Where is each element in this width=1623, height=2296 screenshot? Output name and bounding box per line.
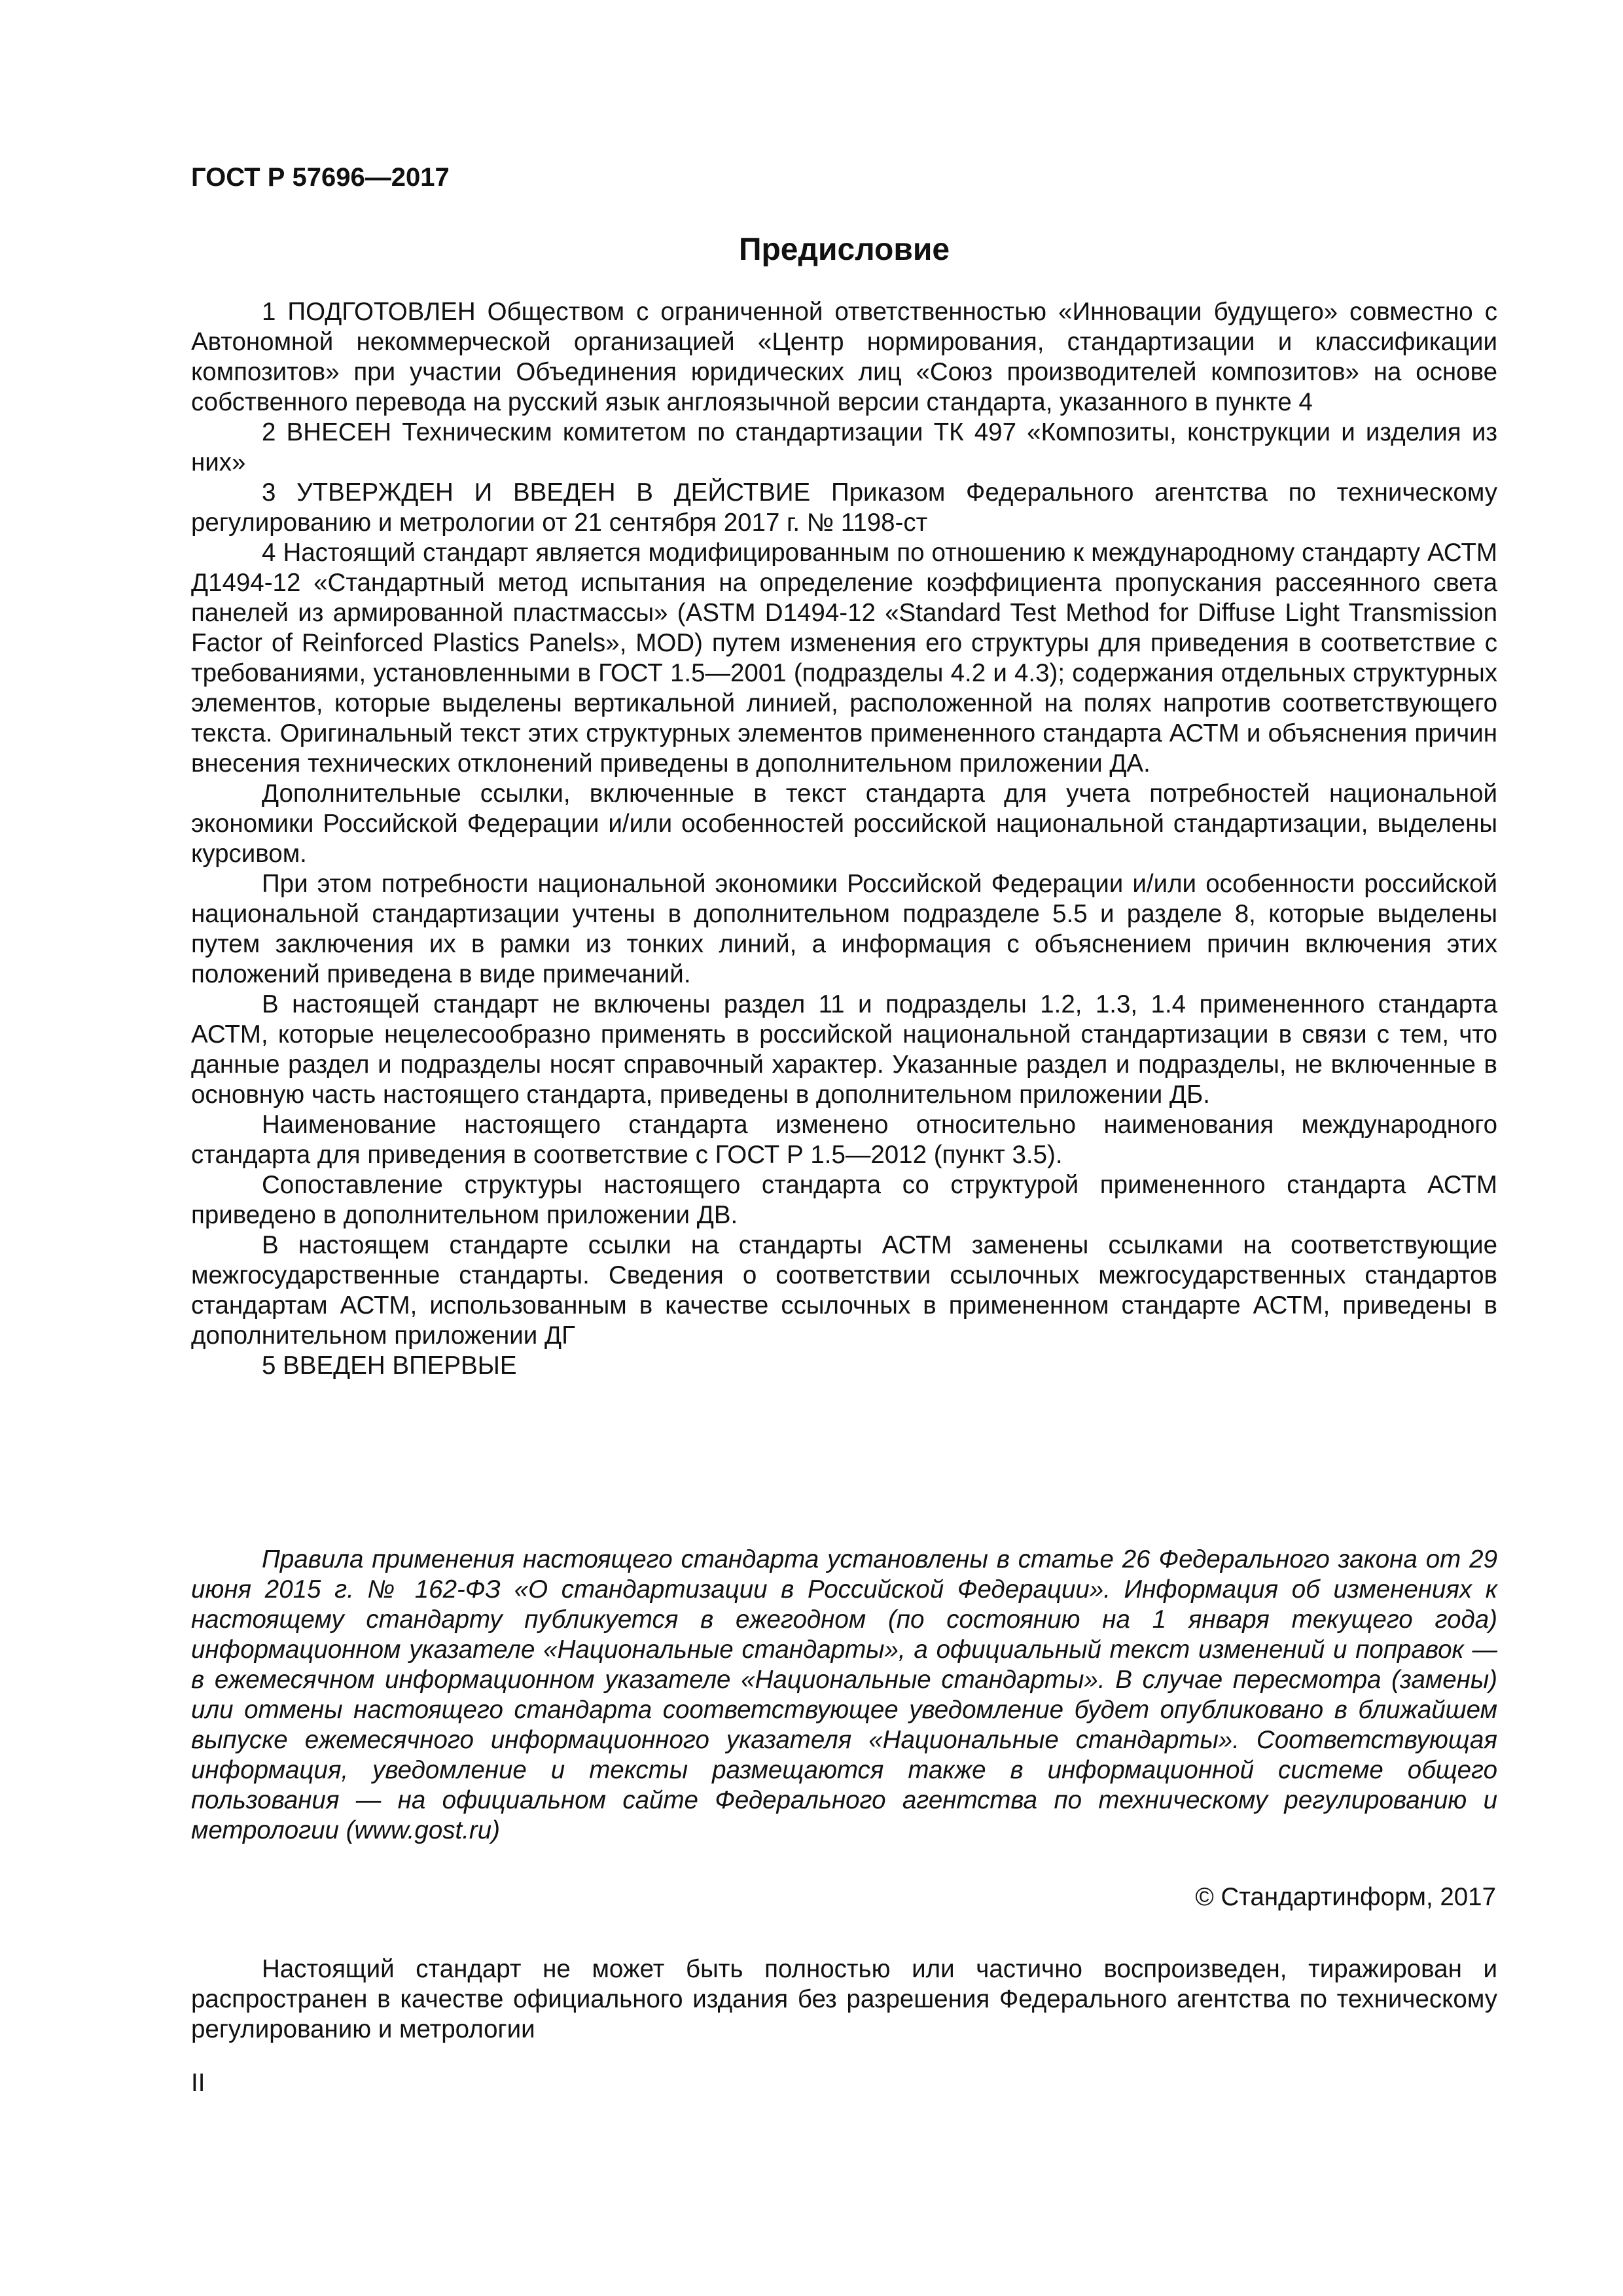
paragraph-excluded-sections: В настоящей стандарт не включены раздел 11 и подразделы 1.2, 1.3, 1.4 примененного стандарта АСТМ, которые нецелесообразно применять в российской национальной стандартизации в связи с тем, что данные раздел и подразделы носят справочный характер. Указанные раздел и подразделы, не включенные в основную часть настоящего стандарта, приведены в дополнительном приложении ДБ.: [191, 990, 1497, 1109]
paragraph-introduced-first: 5 ВВЕДЕН ВПЕРВЫЕ: [262, 1352, 517, 1380]
paragraph-submitted-by: 2 ВНЕСЕН Техническим комитетом по стандартизации ТК 497 «Композиты, конструкции и изделия из них»: [191, 418, 1497, 476]
paragraph-structure-comparison: Сопоставление структуры настоящего стандарта со структурой примененного стандарта АСТМ приведено в дополнительном приложении ДВ.: [191, 1171, 1497, 1229]
paragraph-approved: 3 УТВЕРЖДЕН И ВВЕДЕН В ДЕЙСТВИЕ Приказом Федерального агентства по техническому регулированию и метрологии от 21 сентября 2017 г. № 1198-ст: [191, 478, 1497, 537]
paragraph-national-needs: При этом потребности национальной экономики Российской Федерации и/или особенности российской национальной стандартизации учтены в дополнительном подразделе 5.5 и разделе 8, которые выделены путем заключения их в рамки из тонких линий, а информация с объяснением причин включения этих положений приведена в виде примечаний.: [191, 870, 1497, 988]
paragraph-additional-references: Дополнительные ссылки, включенные в текст стандарта для учета потребностей национальной экономики Российской Федерации и/или особенностей российской национальной стандартизации, выделены курсивом.: [191, 780, 1497, 868]
paragraph-prepared-by: 1 ПОДГОТОВЛЕН Обществом с ограниченной ответственностью «Инновации будущего» совместно с Автономной некоммерческой организацией «Центр нормирования, стандартизации и классификации композитов» при участии Объединения юридических лиц «Союз производителей композитов» на основе собственного перевода на русский язык англоязычной версии стандарта, указанного в пункте 4: [191, 298, 1497, 416]
application-rules-notice: Правила применения настоящего стандарта установлены в статье 26 Федерального закона от 29 июня 2015 г. № 162-ФЗ «О стандартизации в Российской Федерации». Информация об изменениях к настоящему стандарту публикуется в ежегодном (по состоянию на 1 января текущего года) информационном указателе «Национальные стандарты», а официальный текст изменений и поправок — в ежемесячном информационном указателе «Национальные стандарты». В случае пересмотра (замены) или отмены настоящего стандарта соответствующее уведомление будет опубликовано в ближайшем выпуске ежемесячного информационного указателя «Национальные стандарты». Соответствующая информация, уведомление и тексты размещаются также в информационной системе общего пользования — на официальном сайте Федерального агентства по техническому регулированию и метрологии (www.gost.ru): [191, 1545, 1497, 1844]
paragraph-title-changed: Наименование настоящего стандарта изменено относительно наименования международного стандарта для приведения в соответствие с ГОСТ Р 1.5—2012 (пункт 3.5).: [191, 1111, 1497, 1169]
standard-code-header: ГОСТ Р 57696—2017: [191, 163, 450, 192]
copyright-line: © Стандартинформ, 2017: [1195, 1883, 1496, 1911]
page-number: II: [191, 2069, 205, 2097]
preface-body: [191, 297, 1497, 1381]
paragraph-modification: 4 Настоящий стандарт является модифицированным по отношению к международному стандарту АСТМ Д1494-12 «Стандартный метод испытания на определение коэффициента пропускания рассеянного света панелей из армированной пластмассы» (ASTM D1494-12 «Standard Test Method for Diffuse Light Transmission Factor of Reinforced Plastics Panels», MOD) путем изменения его структуры для приведения в соответствие с требованиями, установленными в ГОСТ 1.5—2001 (подразделы 4.2 и 4.3); содержания отдельных структурных элементов, которые выделены вертикальной линией, расположенной на полях напротив соответствующего текста. Оригинальный текст этих структурных элементов примененного стандарта АСТМ и объяснения причин внесения технических отклонений приведены в дополнительном приложении ДА.: [191, 539, 1497, 778]
page-title: Предисловие: [738, 232, 950, 267]
reproduction-rights-notice: Настоящий стандарт не может быть полностью или частично воспроизведен, тиражирован и распространен в качестве официального издания без разрешения Федерального агентства по техническому регулированию и метрологии: [191, 1955, 1497, 2043]
paragraph-reference-replacement: В настоящем стандарте ссылки на стандарты АСТМ заменены ссылками на соответствующие межгосударственные стандарты. Сведения о соответствии ссылочных межгосударственных стандартов стандартам АСТМ, использованным в качестве ссылочных в примененном стандарте АСТМ, приведены в дополнительном приложении ДГ: [191, 1231, 1497, 1350]
